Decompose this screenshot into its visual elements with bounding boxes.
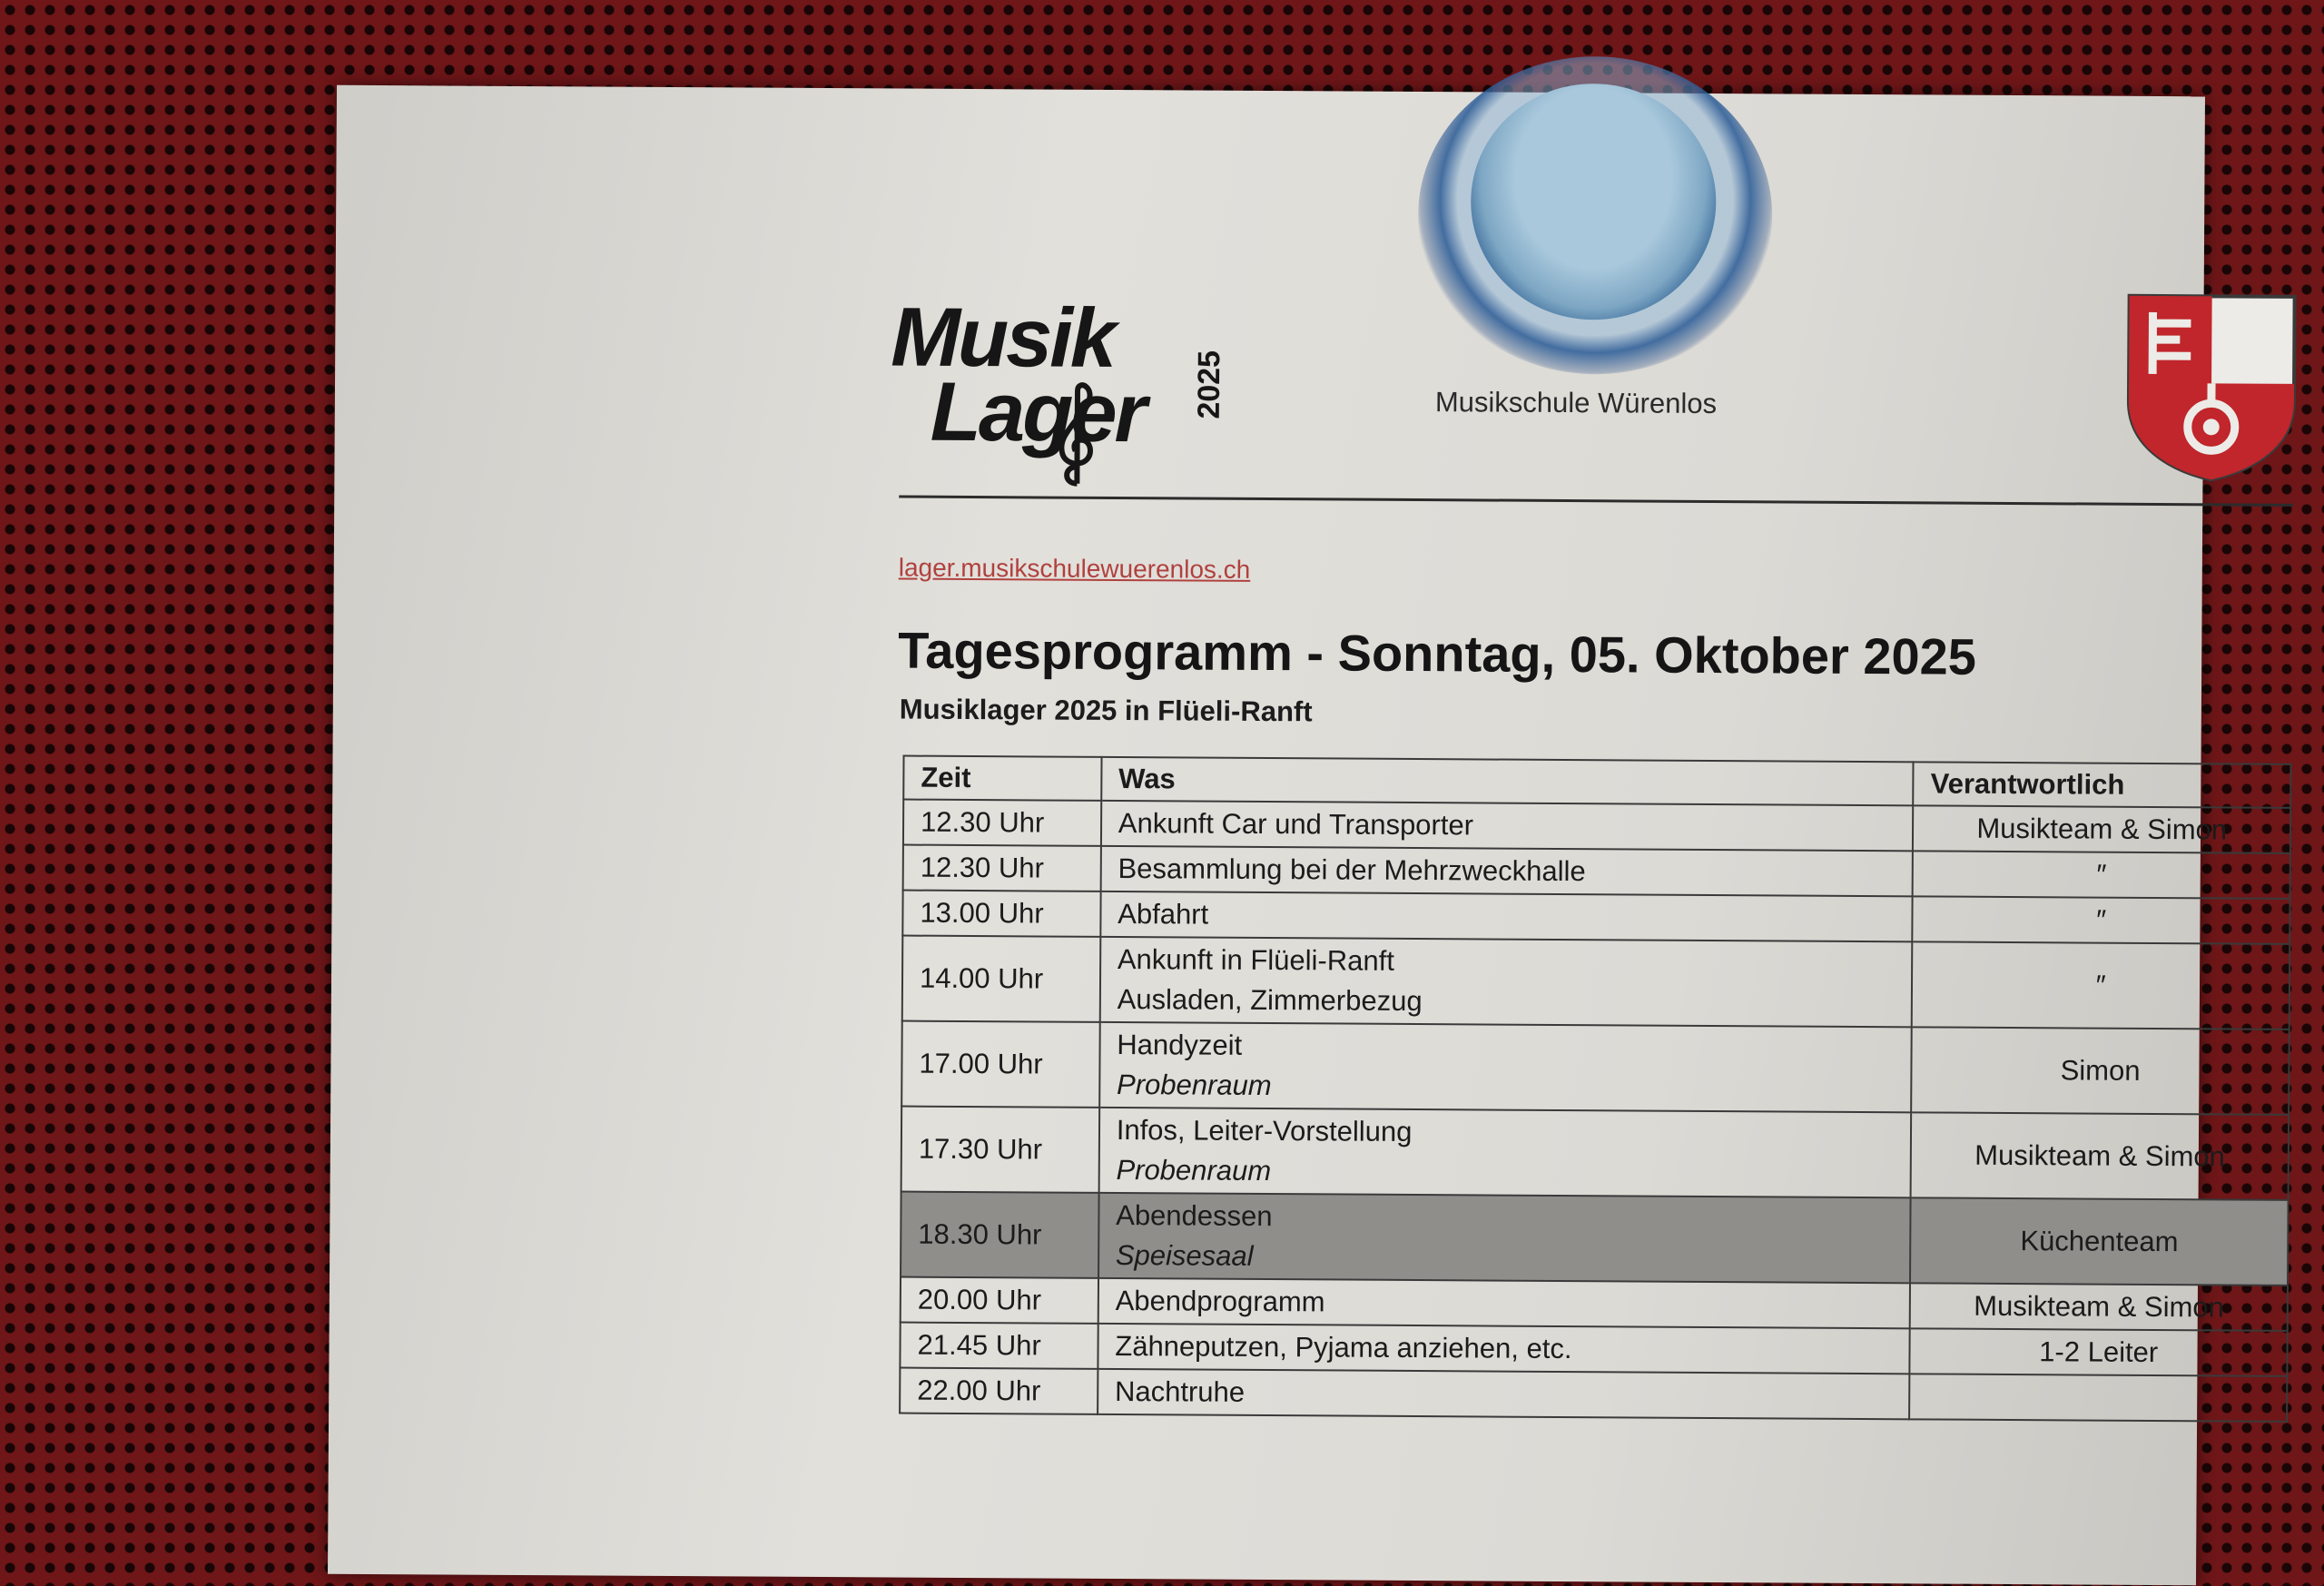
pin-magnet — [1417, 92, 1773, 384]
row-responsible: ″ — [1912, 941, 2290, 1029]
table-row — [900, 1368, 2287, 1422]
page-subtitle: Musiklager 2025 in Flüeli-Ranft — [899, 693, 1313, 728]
table-row — [901, 1107, 2290, 1200]
row-activity: Nachtruhe — [1114, 1374, 1246, 1408]
row-location: Probenraum — [1116, 1068, 1272, 1102]
row-time: 14.00 Uhr — [902, 936, 1100, 1022]
row-time: 20.00 Uhr — [901, 1277, 1098, 1324]
row-responsible: Küchenteam — [1910, 1197, 2288, 1286]
musiklager-logo — [890, 290, 1236, 491]
row-time: 12.30 Uhr — [903, 800, 1101, 846]
row-activity: Besammlung bei der Mehrzweckhalle — [1118, 852, 1586, 888]
magnet-cap — [1470, 83, 1717, 320]
header-responsible: Verantwortlich — [1914, 762, 2291, 808]
row-responsible: Musikteam & Simon — [1913, 805, 2290, 853]
schedule-sheet — [328, 85, 2228, 1586]
header-divider — [899, 496, 2293, 507]
row-responsible: 1-2 Leiter — [1910, 1328, 2288, 1376]
row-responsible: Musikteam & Simon — [1911, 1112, 2289, 1200]
schedule-table — [899, 755, 2291, 1423]
row-what — [1098, 1324, 1910, 1374]
row-activity-detail: Ausladen, Zimmerbezug — [1117, 982, 1423, 1018]
table-row — [902, 936, 2290, 1029]
row-activity: Infos, Leiter-Vorstellung — [1116, 1113, 1413, 1148]
row-location: Speisesaal — [1115, 1238, 1254, 1272]
header-time: Zeit — [903, 756, 1101, 801]
row-time: 17.00 Uhr — [901, 1021, 1099, 1108]
row-responsible: Simon — [1912, 1027, 2290, 1115]
row-activity: Abfahrt — [1118, 898, 1209, 931]
page-title: Tagesprogramm - Sonntag, 05. Oktober 2025 — [898, 621, 1977, 685]
row-responsible — [1909, 1374, 2287, 1422]
row-activity: Ankunft Car und Transporter — [1118, 807, 1474, 842]
row-activity: Abendprogramm — [1115, 1284, 1325, 1318]
row-what — [1100, 892, 1913, 941]
school-name: Musikschule Würenlos — [1434, 386, 1718, 420]
row-time: 18.30 Uhr — [901, 1192, 1098, 1278]
row-what — [1098, 1369, 1910, 1419]
row-activity: Handyzeit — [1117, 1028, 1243, 1061]
row-responsible: ″ — [1913, 851, 2290, 899]
header-what: Was — [1101, 757, 1914, 805]
logo-year: 2025 — [1191, 350, 1227, 419]
row-activity: Abendessen — [1116, 1198, 1273, 1233]
coat-of-arms-icon — [2124, 292, 2298, 484]
row-time: 12.30 Uhr — [903, 845, 1101, 892]
website-link[interactable]: lager.musikschulewuerenlos.ch — [898, 553, 1251, 584]
treble-clef-icon — [1049, 382, 1105, 491]
logo-word-musik: Musik — [891, 291, 1115, 385]
row-what — [1099, 1022, 1912, 1112]
row-location: Probenraum — [1116, 1153, 1272, 1187]
row-time: 21.45 Uhr — [900, 1323, 1098, 1369]
row-time: 17.30 Uhr — [901, 1107, 1099, 1193]
row-what — [1100, 937, 1913, 1027]
row-activity: Ankunft in Flüeli-Ranft — [1117, 943, 1395, 977]
row-what — [1098, 1193, 1911, 1283]
row-responsible: Musikteam & Simon — [1910, 1283, 2288, 1331]
row-responsible: ″ — [1913, 896, 2290, 944]
logo-word-lager: Lager — [930, 365, 1145, 460]
row-activity: Zähneputzen, Pyjama anziehen, etc. — [1115, 1329, 1572, 1365]
row-time: 13.00 Uhr — [902, 891, 1100, 937]
row-what — [1098, 1278, 1910, 1328]
table-row — [901, 1021, 2290, 1115]
table-row-highlighted — [901, 1192, 2289, 1286]
row-what — [1098, 1108, 1911, 1197]
row-what — [1100, 846, 1913, 896]
row-time: 22.00 Uhr — [900, 1368, 1098, 1414]
row-what — [1101, 801, 1914, 851]
